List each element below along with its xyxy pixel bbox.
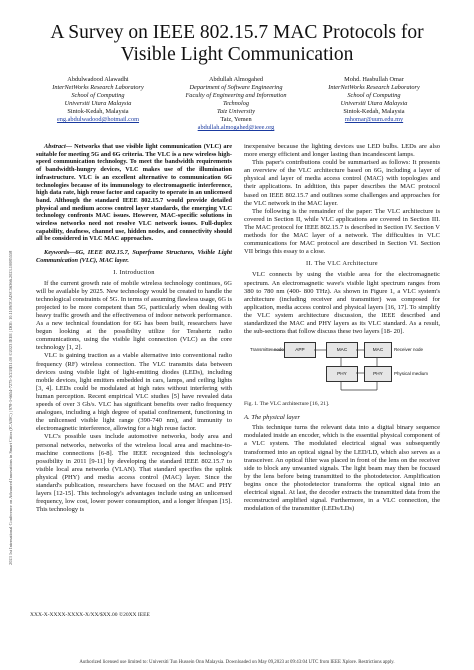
paragraph: inexpensive because the lighting devices use LED bulbs. LEDs are also more energy efficient and longer lasting than incandescent lamps. bbox=[244, 143, 440, 159]
paragraph: If the current growth rate of mobile wireless technology continues, 6G will be available by 2025. New technology would be created to handle the technological constraints of 5G. In terms of assuming flawless usage, 6G is projected to be more competent than 5G, particularly when dealing with heavy traffic growth and the effectiveness of indoor network performance. As a new technical foundation for 6G has been built, researchers have begun looking at the possibility utilize for Terahertz radio communications, using the visible light connection (VLC) as the core technology [1, 2]. bbox=[36, 279, 232, 352]
section-heading-architecture: II. The VLC Architecture bbox=[306, 260, 378, 268]
author-affiliation: Technolog bbox=[222, 100, 249, 107]
section-heading-introduction: I. Introduction bbox=[113, 268, 155, 276]
copyright-footer: XXX-X-XXXX-XXXX-X/XX/$XX.00 ©20XX IEEE bbox=[30, 612, 150, 618]
author-affiliation: Department of Software Engineering bbox=[189, 84, 283, 91]
author-name: Abdulwadood Alawadhi bbox=[67, 76, 129, 83]
tx-app-box: APP bbox=[284, 342, 316, 358]
figure-caption: Fig. 1. The VLC architecture [16, 21]. bbox=[244, 401, 330, 408]
paper-title bbox=[30, 22, 444, 66]
subsection-heading-physical-layer: A. The physical layer bbox=[244, 414, 301, 422]
author-affiliation: Taiz University bbox=[216, 108, 256, 115]
right-column bbox=[244, 143, 440, 513]
author-name: Mohd. Hasbullah Omar bbox=[344, 76, 404, 83]
author-affiliation: InterNetWorks Research Laboratory bbox=[52, 84, 144, 91]
author-block-1 bbox=[30, 76, 166, 124]
tx-phy-box: PHY bbox=[326, 366, 358, 382]
author-name: Abdullah Almogahed bbox=[208, 76, 264, 83]
left-column bbox=[36, 143, 232, 514]
author-affiliation: Faculty of Engineering and Information bbox=[185, 92, 287, 99]
receiver-node-label: Receiver node bbox=[394, 347, 424, 353]
author-block-3 bbox=[306, 76, 442, 124]
author-email-link[interactable]: abdullah.almogahed@ieee.org bbox=[197, 124, 275, 131]
author-location: Sintok-Kedah, Malaysia bbox=[67, 108, 129, 115]
author-email-link[interactable]: eng.abdulwadood@hotmail.com bbox=[56, 116, 140, 123]
rx-mac-box: MAC bbox=[364, 342, 392, 358]
tx-mac-box: MAC bbox=[326, 342, 358, 358]
license-footer: Authorized licensed use limited to: Universiti Tun Hussein Onn Malaysia. Downloaded on May 09,2023 at 09:43:04 UTC from IEEE Xplore. Restrictions apply. bbox=[79, 660, 395, 665]
vlc-architecture-figure bbox=[244, 340, 440, 410]
paragraph: VLC connects by using the visible area for the electromagnetic spectrum. An electromagnetic wave's visible light spectrum ranges from 380 to 780 nm (400- 800 THz). As shown in Figure 1, a VLC system's architecture (including receiver and transmitter) was composed for application, media access control and physical layers [16, 17]. To simplify the VLC system architecture discussion, the IEEE described and standardized the MAC and PHY layers as its VLC standard. As a result, the sub-sections that follow discuss these two layers [18- 20]. bbox=[244, 271, 440, 336]
author-location: Sintok-Kedah, Malaysia bbox=[343, 108, 405, 115]
author-affiliation: School of Computing bbox=[71, 92, 125, 99]
author-location: Taiz, Yemen bbox=[220, 116, 252, 123]
keywords-text: 6G, IEEE 802.15.7, Superframe Structures, Visible Light Communication (VLC), MAC layer. bbox=[36, 249, 232, 264]
abstract-label: Abstract— bbox=[44, 143, 72, 150]
abstract-text: Networks that use visible light communication (VLC) are suitable for meeting 5G and 6G criteria. The VLC is a new wireless high-speed communication technology. To meet the bandwidth requirements of bandwidth-hungry devices, VLC makes use of the illumination infrastructure. VLC is an excellent alternative to communication 6G technologies because of its immunology to electromagnetic interference, high data rate, high reuse factor and capacity to operate in an unlicensed band. Although the standard IEEE 802.15.7 would provide detailed physical and medium access control layer standards, the emerging VLC technology confronts MAC issues. However, MAC-specific solutions in wireless networks need not resolve VLC network issues. Full-duplex capability, deafness, channel use, hidden nodes, and connectivity should all be considered in VLC MAC approaches. bbox=[36, 143, 232, 243]
author-block-2 bbox=[168, 76, 304, 132]
rx-phy-box: PHY bbox=[364, 366, 392, 382]
abstract bbox=[36, 143, 232, 243]
paragraph: VLC is gaining traction as a viable alternative into conventional radio frequency (RF) wireless connection. The VLC transmits data between devices using visible light of light-emitting diodes (LEDs), including mobile devices, light emitters embedded in cars, lamps, and ceiling lights [3, 4]. LEDs could be modulated at high rates without interfering with human perception. Recent empirical VLC studies [5] have revealed data speeds of over 3 Gb/s. VLC has significant benefits over radio frequency analogues, including a high degree of spatial confinement, functioning in the unlicensed visible light range (390-740 nm), and immunity to electromagnetic interference, allowing for a high reuse factor. bbox=[36, 352, 232, 433]
sidebar-text: 2023 1st International Conference on Advanced Innovations in Smart Cities (ICAISC) | 978-1-6654-7275-3/23/$31.00 ©2023 IEEE | DOI: 10.1109/ICAISC56366.2023.10085558 bbox=[8, 250, 13, 565]
author-affiliation: Universiti Utara Malaysia bbox=[64, 100, 132, 107]
paragraph: VLC's possible uses include automotive networks, body area and personal networks, networks of the wireless local area and machine-to-machine connections [6-8]. The IEEE recognized this technology's possibility in 2011 [9-11] by developing the standard IEEE 802.15.7 to visible local area networks (VLAN). That standard specifies the uplink physical (PHY) and media access control (MAC) layer. Since the standard's publication, researchers have focused on the MAC and PHY layers [12-15]. This technology's advantages include using an unlicensed frequency, low cost, lower power consumption, and a longer lifespan [15]. This technology is bbox=[36, 433, 232, 514]
author-affiliation: School of Computing bbox=[347, 92, 401, 99]
physical-medium-label: Physical medium bbox=[394, 371, 429, 377]
paragraph: This paper's contributions could be summarised as follows: It presents an overview of the VLC architecture based on 6G, including a layer of physical and layer of media access control (MAC) with topologies and their applications. In addition, this paper describes the MAC protocol based on IEEE 802.15.7 and outlines some challenges and approaches for the VLC network in the MAC layer. bbox=[244, 159, 440, 207]
title-line-1: A Survey on IEEE 802.15.7 MAC Protocols for bbox=[50, 22, 424, 43]
author-email-link[interactable]: mhomar@uum.edu.my bbox=[344, 116, 404, 123]
author-affiliation: Universiti Utara Malaysia bbox=[340, 100, 408, 107]
author-affiliation: InterNetWorks Research Laboratory bbox=[328, 84, 420, 91]
paragraph: This technique turns the relevant data into a digital binary sequence modulated inside an encoder, which is the essential physical component of a VLC system. The modulated electrical signal was subsequently transformed into an optical signal by the LED/LD, which also serves as a transceiver. An optical filter was placed in front of the lens on the receiver side to block any unwanted signals. The light beam may then be focused by the lens before being transmitted to the photodetector. Amplification begins once the photodetector transforms the optical signal into an electrical signal. At last, the decoder extracts the transmitted data from the reconstructed amplified signal. Furthermore, in a VLC connection, the modulation of the transmitter (LEDs/LDs) bbox=[244, 424, 440, 513]
keywords bbox=[36, 249, 232, 264]
paragraph: The following is the remainder of the paper: The VLC architecture is covered in Section II, while VLC applications are covered in Section III. The MAC protocol for IEEE 802.15.7 is described in Section IV. Section V methods for the MAC layer of a network. The difficulties in VLC communications for MAC protocol are described in Section VI. Section VII brings this essay to a close. bbox=[244, 207, 440, 256]
title-line-2: Visible Light Communication bbox=[120, 44, 354, 65]
keywords-label: Keywords— bbox=[44, 249, 76, 257]
conference-sidebar bbox=[3, 95, 13, 565]
transmitter-node-label: Transmitter node bbox=[250, 347, 284, 353]
